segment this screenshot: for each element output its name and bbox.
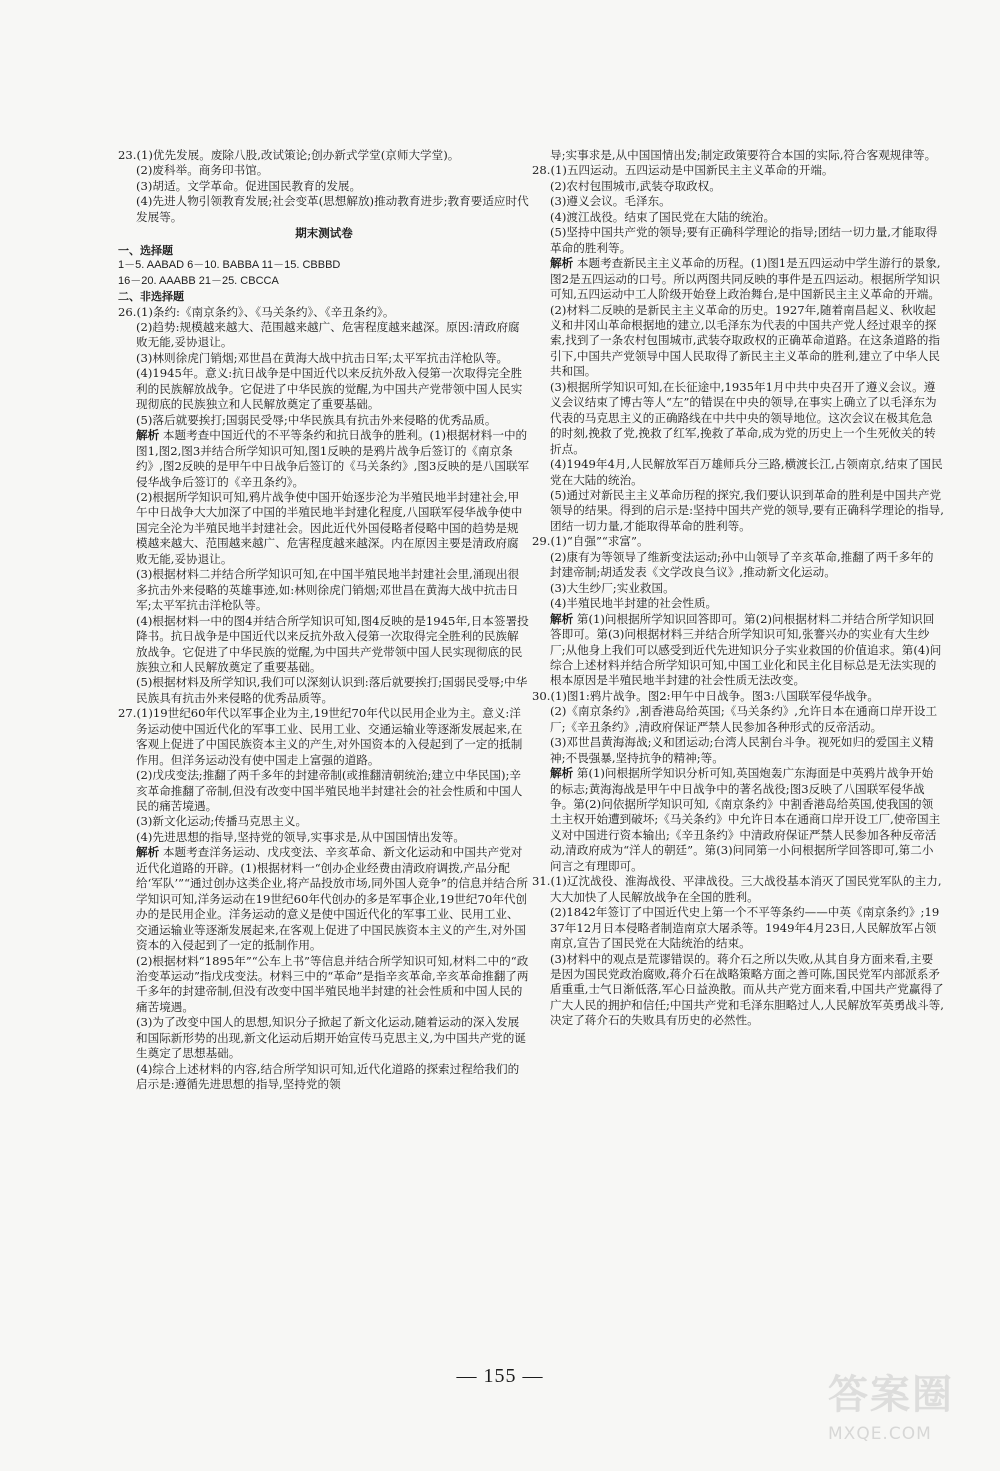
paragraph	[118, 614, 530, 676]
paragraph	[532, 163, 944, 178]
paragraph-text: 1－5. AABAD 6－10. BABBA 11－15. CBBBD	[118, 259, 341, 272]
paragraph-text: (2)趋势:规模越来越大、范围越来越广、危害程度越来越深。原因:清政府腐败无能,妥协退让。	[136, 319, 520, 350]
paragraph	[118, 490, 530, 567]
paragraph	[118, 413, 530, 428]
paragraph-text: (2)1842年签订了中国近代史上第一个不平等条约——中英《南京条约》;1937年12月日本侵略者制造南京大屠杀等。1949年4月23日,人民解放军占领南京,宣告了国民党在大陆统治的结束。	[550, 905, 940, 951]
paragraph	[532, 534, 944, 549]
paragraph	[118, 768, 530, 814]
paragraph	[532, 179, 944, 194]
paragraph-text: (4)1949年4月,人民解放军百万雄师兵分三路,横渡长江,占领南京,结束了国民党在大陆的统治。	[550, 457, 943, 487]
paragraph	[118, 1015, 530, 1061]
paragraph	[532, 905, 944, 951]
paragraph-text: (4)综合上述材料的内容,结合所学知识可知,近代化道路的探索过程给我们的启示是:遵循先进思想的指导,坚持党的领	[136, 1061, 520, 1092]
paragraph	[118, 706, 530, 768]
analysis-label: 解析	[550, 256, 574, 271]
paragraph	[532, 952, 944, 1029]
paragraph-text: 一、选择题	[118, 243, 173, 257]
paragraph-text: (3)根据材料二并结合所学知识可知,在中国半殖民地半封建社会里,涌现出很多抗击外来侵略的英雄事迹,如:林则徐虎门销烟;邓世昌在黄海大战中抗击日军;太平军抗击洋枪队等。	[136, 567, 520, 613]
left-column	[118, 148, 530, 1093]
paragraph-text: (2)农村包围城市,武装夺取政权。	[550, 178, 721, 193]
paragraph	[532, 689, 944, 704]
analysis-label: 解析	[550, 611, 574, 626]
paragraph	[532, 550, 944, 581]
paragraph-text: 30.(1)图1:鸦片战争。图2:甲午中日战争。图3:八国联军侵华战争。	[532, 688, 879, 703]
paragraph	[118, 675, 530, 706]
paragraph-text: (5)坚持中国共产党的领导;要有正确科学理论的指导;团结一切力量,才能取得革命的胜利等。	[550, 225, 938, 255]
paragraph-text: (3)根据所学知识可知,在长征途中,1935年1月中共中央召开了遵义会议。遵义会议结束了博古等人“左”的错误在中央的领导,在事实上确立了以毛泽东为代表的马克思主义的正确路线在中共中央的领导地位。这次会议在极其危急的时刻,挽救了党,挽救了红军,挽救了革命,成为党的历史上一个生死攸关的转折点。	[550, 379, 937, 456]
paragraph-text: (4)渡江战役。结束了国民党在大陆的统治。	[550, 209, 776, 224]
paragraph	[118, 163, 530, 178]
paragraph-text: (4)半殖民地半封建的社会性质。	[550, 596, 718, 611]
paragraph	[532, 457, 944, 488]
right-column	[532, 148, 944, 1029]
paragraph-text: 26.(1)条约:《南京条约》、《马关条约》、《辛丑条约》。	[118, 304, 395, 319]
paragraph	[532, 256, 944, 302]
paragraph-text: (3)新文化运动;传播马克思主义。	[136, 814, 308, 829]
paragraph-text: 31.(1)辽沈战役、淮海战役、平津战役。三大战役基本消灭了国民党军队的主力,大大加快了人民解放战争在全国的胜利。	[532, 874, 942, 904]
paragraph-text: (4)根据材料一中的图4并结合所学知识可知,图4反映的是1945年,日本签署投降书。抗日战争是中国近代以来反抗外敌入侵第一次取得完全胜利的民族解放战争。它促进了中华民族的觉醒,为中国共产党带领中国人民实现彻底的民族独立和人民解放奠定了重要基础。	[136, 613, 529, 674]
paragraph-text: (4)1945年。意义:抗日战争是中国近代以来反抗外敌入侵第一次取得完全胜利的民族解放战争。它促进了中华民族的觉醒,为中国共产党带领中国人民实现彻底的民族独立和人民解放奠定了重要基础。	[136, 366, 523, 412]
paragraph-text: (3)林则徐虎门销烟;邓世昌在黄海大战中抗击日军;太平军抗击洋枪队等。	[136, 350, 509, 365]
paragraph	[118, 567, 530, 613]
analysis-label: 解析	[136, 845, 160, 860]
paragraph	[532, 581, 944, 596]
paragraph-text: (5)落后就要挨打;国弱民受辱;中华民族具有抗击外来侵略的优秀品质。	[136, 412, 497, 427]
paragraph-text: (3)邓世昌黄海海战;义和团运动;台湾人民割台斗争。视死如归的爱国主义精神;不畏强暴,坚持抗争的精神;等。	[550, 735, 934, 765]
paragraph	[118, 814, 530, 829]
paragraph-text: (2)根据所学知识可知,鸦片战争使中国开始逐步沦为半殖民地半封建社会,甲午中日战争大大加深了中国的半殖民地半封建化程度,八国联军侵华战争使中国完全沦为半殖民地半封建社会。因此近代外国侵略者侵略中国的趋势是规模越来越大、范围越来越广、危害程度越来越深。内在原因主要是清政府腐败无能,妥协退让。	[136, 489, 523, 566]
paragraph-text: 27.(1)19世纪60年代以军事企业为主,19世纪70年代以民用企业为主。意义:洋务运动使中国近代化的军事工业、民用工业、交通运输业等逐渐发展起来,在客观上促进了中国民族资本主义的产生,对外国资本的入侵起到了一定的抵制作用。但洋务运动没有使中国走上富强的道路。	[118, 706, 523, 767]
paragraph-text: 23.(1)优先发展。废除八股,改试策论;创办新式学堂(京师大学堂)。	[118, 148, 460, 162]
analysis-label: 解析	[550, 766, 574, 781]
paragraph	[118, 1062, 530, 1093]
paragraph-text: 本题考查中国近代的不平等条约和抗日战争的胜利。(1)根据材料一中的图1,图2,图3并结合所学知识可知,图1反映的是鸦片战争后签订的《南京条约》,图2反映的是甲午中日战争后签订的《马关条约》,图3反映的是八国联军侵华战争后签订的《辛丑条约》。	[136, 428, 530, 489]
paragraph	[118, 320, 530, 351]
paragraph	[118, 194, 530, 225]
paragraph	[118, 226, 530, 241]
paragraph-text: 28.(1)五四运动。五四运动是中国新民主主义革命的开端。	[532, 163, 834, 178]
paragraph	[532, 303, 944, 380]
paragraph	[118, 845, 530, 953]
paragraph-text: (2)根据材料“1895年”“公车上书”等信息并结合所学知识可知,材料二中的“政治变革运动”指戊戌变法。材料三中的“革命”是指辛亥革命,辛亥革命推翻了两千多年的封建帝制,但没有改变中国半殖民地半封建的社会性质和中国人民的痛苦境遇。	[136, 953, 529, 1014]
paragraph	[118, 148, 530, 163]
paragraph	[118, 258, 530, 273]
paragraph-text: (3)为了改变中国人的思想,知识分子掀起了新文化运动,随着运动的深入发展和国际新形势的出现,新文化运动后期开始宣传马克思主义,为中国共产党的诞生奠定了思想基础。	[136, 1015, 526, 1061]
paragraph-text: (4)先进思想的指导,坚持党的领导,实事求是,从中国国情出发等。	[136, 829, 465, 844]
paragraph	[532, 596, 944, 611]
paragraph-text: 本题考查洋务运动、戊戌变法、辛亥革命、新文化运动和中国共产党对近代化道路的开辟。(1)根据材料一“创办企业经费由清政府调拨,产品分配给‘军队’”“通过创办这类企业,将产品投放市场,同外国人竞争”的信息并结合所学知识可知,洋务运动在19世纪60年代创办的多是军事企业,19世纪70年代创办的是民用企业。洋务运动的意义是使中国近代化的军事工业、民用工业、交通运输业等逐渐发展起来,在客观上促进了中国民族资本主义的产生,对外国资本的入侵起到了一定的抵制作用。	[136, 845, 528, 953]
paragraph	[118, 428, 530, 490]
paragraph-text: (2)废科举。商务印书馆。	[136, 163, 269, 178]
paragraph-text: 29.(1)“自强”“求富”。	[532, 534, 649, 549]
paragraph	[532, 210, 944, 225]
paragraph	[118, 366, 530, 412]
page-number: — 155 —	[456, 1365, 544, 1387]
paragraph-text: (4)先进人物引领教育发展;社会变革(思想解放)推动教育进步;教育要适应时代发展等。	[136, 194, 529, 224]
paragraph-text: (3)胡适。文学革命。促进国民教育的发展。	[136, 178, 362, 193]
paragraph-text: (3)遵义会议。毛泽东。	[550, 194, 671, 209]
paragraph-text: (2)康有为等领导了维新变法运动;孙中山领导了辛亥革命,推翻了两千多年的封建帝制;胡适发表《文学改良刍议》,推动新文化运动。	[550, 549, 934, 580]
paragraph-text: 二、非选择题	[118, 290, 184, 304]
paragraph	[118, 274, 530, 289]
paragraph-text: (2)《南京条约》,割香港岛给英国;《马关条约》,允许日本在通商口岸开设工厂;《辛丑条约》,清政府保证严禁人民参加各种形式的反帝活动。	[550, 704, 938, 734]
paragraph-text: 第(1)问根据所学知识回答即可。第(2)问根据材料二并结合所学知识回答即可。第(3)问根据材料三并结合所学知识可知,张謇兴办的实业有大生纱厂;从他身上我们可以感受到近代先进知识分子实业救国的价值追求。第(4)问综合上述材料并结合所学知识可知,中国工业化和民主化目标总是无法实现的根本原因是半殖民地半封建的社会性质无法改变。	[550, 611, 942, 688]
paragraph-text: (3)材料中的观点是荒谬错误的。蒋介石之所以失败,从其自身方面来看,主要是因为国民党政治腐败,蒋介石在战略策略方面之善可陈,国民党军内部派系矛盾重重,士气日渐低落,军心日益涣散。而从共产党方面来看,中国共产党赢得了广大人民的拥护和信任;中国共产党和毛泽东胆略过人,人民解放军英勇战斗等,决定了蒋介石的失败具有历史的必然性。	[550, 951, 944, 1028]
paragraph	[532, 704, 944, 735]
paragraph	[532, 874, 944, 905]
paragraph	[532, 488, 944, 534]
paragraph-text: (5)根据材料及所学知识,我们可以深刻认识到:落后就要挨打;国弱民受辱;中华民族具有抗击外来侵略的优秀品质等。	[136, 675, 528, 705]
analysis-label: 解析	[136, 428, 160, 443]
paragraph-text: 导;实事求是,从中国国情出发;制定政策要符合本国的实际,符合客观规律等。	[550, 148, 937, 162]
paragraph-text: 第(1)问根据所学知识分析可知,英国炮轰广东海面是中英鸦片战争开始的标志;黄海海战是甲午中日战争中的著名战役;图3反映了八国联军侵华战争。第(2)问依据所学知识可知,《南京条约》中割香港岛给英国,使我国的领土主权开始遭到破坏;《马关条约》中允许日本在通商口岸开设工厂,使帝国主义对中国进行资本输出;《辛丑条约》中清政府保证严禁人民参加各种反帝活动,清政府成为“洋人的朝廷”。第(3)问同第一小问根据所学回答即可,第二小问言之有理即可。	[550, 766, 941, 873]
watermark-logo	[828, 1363, 978, 1453]
paragraph-text: 期末测试卷	[295, 226, 353, 241]
paragraph	[118, 243, 530, 258]
paragraph	[532, 194, 944, 209]
paragraph	[532, 380, 944, 457]
paragraph	[532, 225, 944, 256]
paragraph	[118, 305, 530, 320]
paragraph-text: 16－20. AAABB 21－25. CBCCA	[118, 274, 279, 287]
paragraph-text: (5)通过对新民主主义革命历程的探究,我们要认识到革命的胜利是中国共产党领导的结果。得到的启示是:坚持中国共产党的领导,要有正确科学理论的指导,团结一切力量,才能取得革命的胜利等。	[550, 487, 944, 533]
paragraph-text: (2)戊戌变法;推翻了两千多年的封建帝制(或推翻清朝统治;建立中华民国);辛亥革命推翻了帝制,但没有改变中国半殖民地半封建社会的社会性质和中国人民的痛苦境遇。	[136, 768, 523, 814]
paragraph	[118, 351, 530, 366]
paragraph	[532, 612, 944, 689]
paragraph	[532, 148, 944, 163]
paragraph-text: (2)材料二反映的是新民主主义革命的历史。1927年,随着南昌起义、秋收起义和井冈山革命根据地的建立,以毛泽东为代表的中国共产党人经过艰辛的探索,找到了一条农村包围城市,武装夺取政权的正确革命道路。在这条道路的指引下,中国共产党领导中国人民取得了新民主主义革命的胜利,建立了中华人民共和国。	[550, 302, 940, 379]
paragraph	[118, 954, 530, 1016]
paragraph	[118, 830, 530, 845]
watermark-title: 答案圈	[828, 1372, 954, 1418]
paragraph-text: 本题考查新民主主义革命的历程。(1)图1是五四运动中学生游行的景象,图2是五四运动的口号。所以两图共同反映的事件是五四运动。根据所学知识可知,五四运动中工人阶级开始登上政治舞台,是中国新民主主义革命的开端。	[550, 256, 941, 302]
paragraph	[118, 289, 530, 304]
paragraph	[532, 766, 944, 874]
paragraph-text: (3)大生纱厂;实业救国。	[550, 580, 675, 595]
paragraph	[118, 179, 530, 194]
watermark-site: MXQE.COM	[828, 1424, 932, 1444]
paragraph	[532, 735, 944, 766]
